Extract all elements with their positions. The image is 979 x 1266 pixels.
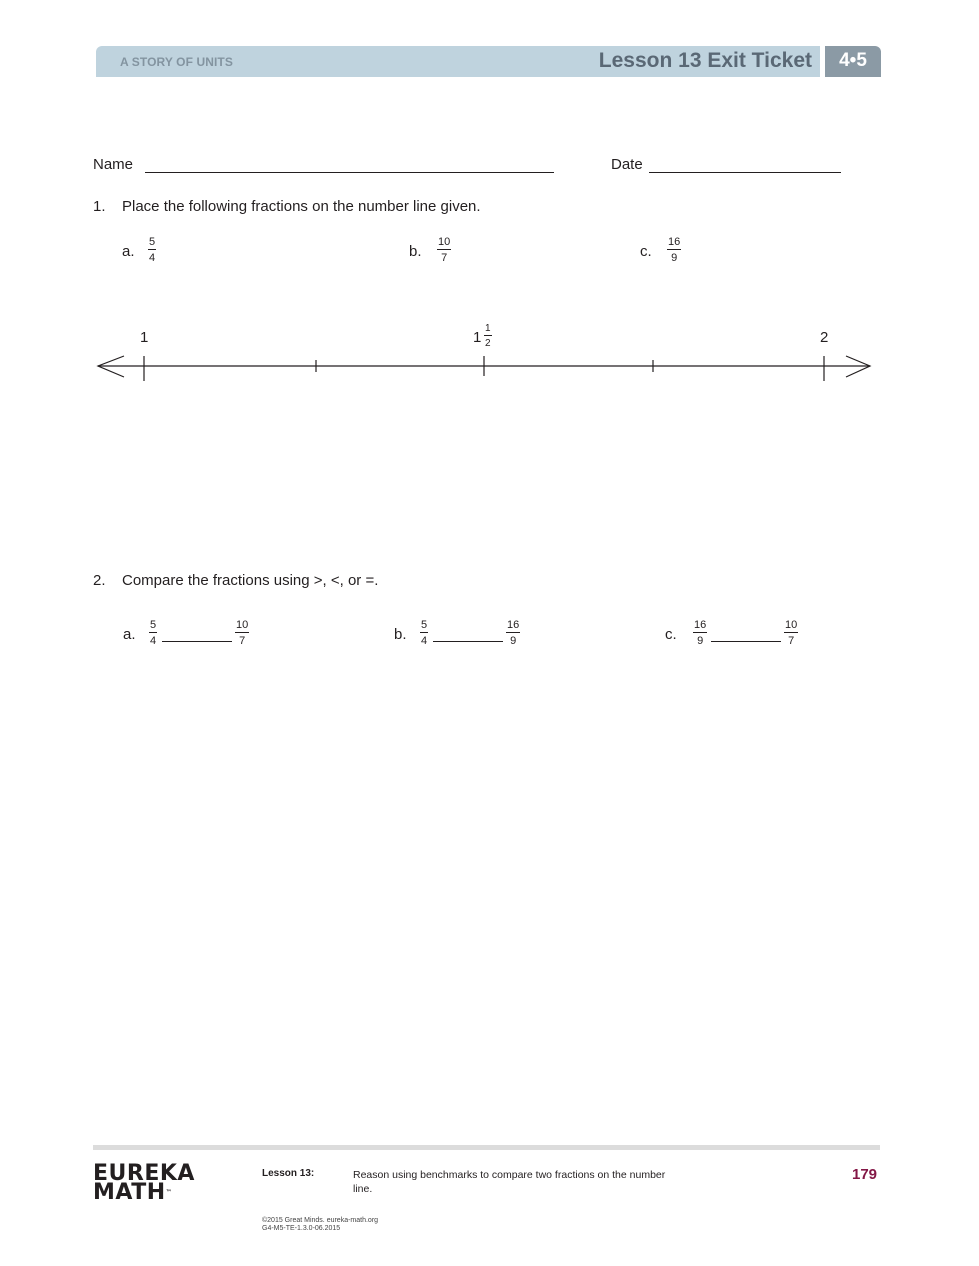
number-line-label-mid-whole: 1 (473, 329, 482, 346)
denominator: 4 (150, 635, 157, 647)
date-label: Date (611, 156, 643, 173)
footer-lesson-description: Reason using benchmarks to compare two fractions on the number line. (353, 1169, 666, 1195)
q2-c-right-fraction (784, 619, 798, 647)
footer-divider (93, 1145, 880, 1150)
q1-option-c-label: c. (640, 243, 652, 260)
number-line[interactable] (0, 0, 979, 420)
numerator: 16 (507, 619, 520, 631)
q2-b-left-fraction (420, 619, 428, 647)
q2-option-c-label: c. (665, 626, 677, 643)
question-2-number: 2. (93, 572, 106, 589)
logo-line-1: EUREKA (93, 1161, 195, 1186)
question-1-text: Place the following fractions on the number line given. (122, 198, 481, 215)
numerator: 5 (149, 236, 156, 248)
q2-c-answer-blank[interactable] (711, 641, 781, 642)
q2-option-a-label: a. (123, 626, 136, 643)
question-1-number: 1. (93, 198, 106, 215)
copyright-text: ©2015 Great Minds. eureka-math.org (262, 1217, 379, 1224)
denominator: 7 (441, 252, 448, 264)
document-code: G4-M5-TE-1.3.0-06.2015 (262, 1225, 341, 1232)
q1-option-b-label: b. (409, 243, 422, 260)
number-line-label-1: 1 (140, 329, 149, 346)
eureka-math-logo (93, 1161, 195, 1205)
denominator: 9 (697, 635, 704, 647)
denominator: 9 (671, 252, 678, 264)
denominator: 9 (510, 635, 517, 647)
number-line-label-2: 2 (820, 329, 829, 346)
footer-lesson-label: Lesson 13: (262, 1168, 315, 1179)
q1-option-a-label: a. (122, 243, 135, 260)
numerator: 10 (236, 619, 249, 631)
q2-a-right-fraction (235, 619, 249, 647)
story-of-units-label: A STORY OF UNITS (120, 55, 233, 69)
numerator: 1 (485, 323, 491, 334)
trademark: ™ (165, 1189, 172, 1196)
denominator: 7 (788, 635, 795, 647)
q2-c-left-fraction (693, 619, 707, 647)
q2-a-left-fraction (149, 619, 157, 647)
numerator: 10 (438, 236, 451, 248)
numerator: 16 (694, 619, 707, 631)
q2-a-answer-blank[interactable] (162, 641, 232, 642)
lesson-title: Lesson 13 Exit Ticket (598, 49, 812, 72)
question-2-text: Compare the fractions using >, <, or =. (122, 572, 379, 589)
number-line-label-mid-fraction (484, 323, 492, 349)
name-label: Name (93, 156, 134, 173)
q2-b-answer-blank[interactable] (433, 641, 503, 642)
logo-line-2-text: MATH (93, 1180, 166, 1205)
numerator: 16 (668, 236, 681, 248)
denominator: 7 (239, 635, 246, 647)
numerator: 5 (421, 619, 428, 631)
q2-b-right-fraction (506, 619, 520, 647)
denominator: 4 (149, 252, 156, 264)
denominator: 4 (421, 635, 428, 647)
grade-module-badge: 4•5 (825, 46, 881, 77)
page-number: 179 (852, 1166, 878, 1183)
q2-option-b-label: b. (394, 626, 407, 643)
numerator: 10 (785, 619, 798, 631)
footer-copyright (262, 1217, 378, 1233)
numerator: 5 (150, 619, 157, 631)
denominator: 2 (485, 338, 491, 349)
